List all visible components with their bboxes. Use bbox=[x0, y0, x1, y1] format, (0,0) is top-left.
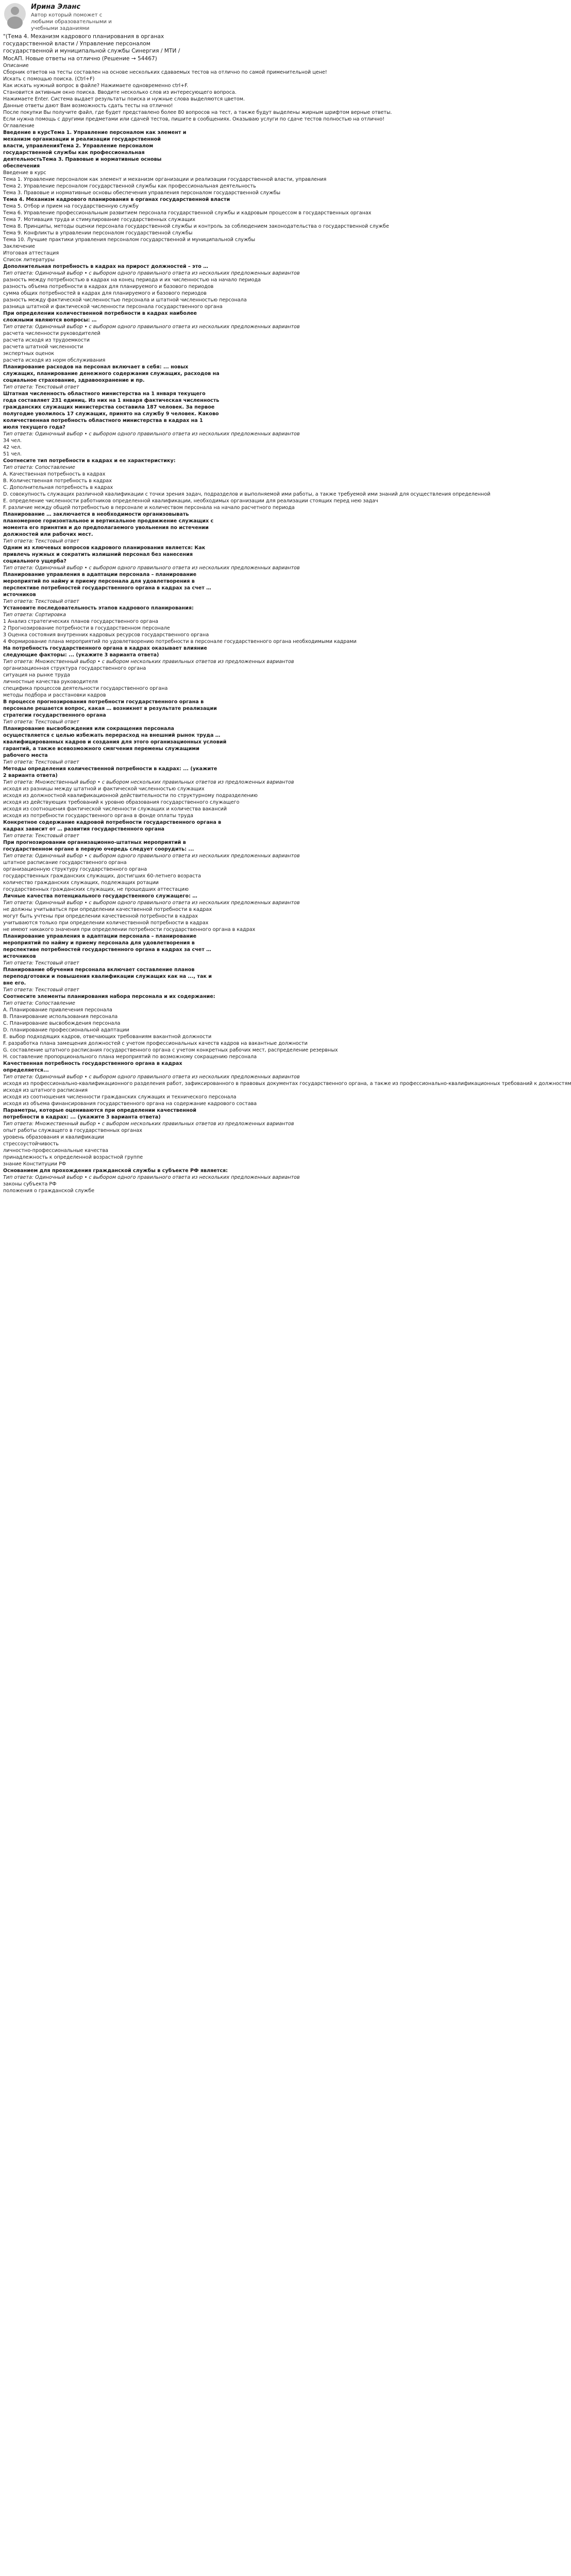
question-line: Параметры, которые оцениваются при определении качественной bbox=[3, 1107, 196, 1113]
text-line: законы субъекта РФ bbox=[3, 1181, 57, 1187]
document-title-line: государственной власти / Управление персоналом bbox=[3, 41, 150, 47]
document-title-line: МосАП. Новые ответы на отлично (Решение → 54467) bbox=[3, 55, 157, 62]
text-line: принадлежность к определенной возрастной группе bbox=[3, 1154, 143, 1160]
text-line: C. Планирование высвобождения персонала bbox=[3, 1020, 121, 1026]
question-line: Тема 4. Механизм кадрового планирования в органах государственной власти bbox=[3, 196, 230, 202]
text-line: Если нужна помощь с другими предметами или сдачей тестов, пишите в сообщениях. Оказываю услуги по сдаче тестов полностью на отлично! bbox=[3, 116, 384, 122]
author-description: Автор который поможет с любыми образовательными и учебными заданиями bbox=[31, 12, 112, 31]
answer-type-line: Тип ответа: Текстовый ответ bbox=[3, 833, 79, 839]
text-line: F. различие между общей потребностью в персонале и количеством персонала на начало расчетного периода bbox=[3, 504, 295, 511]
question-line: момента его принятия и до предполагаемого увольнения по истечении bbox=[3, 524, 209, 531]
text-line: Тема 10. Лучшие практики управления персоналом государственной и муниципальной службы bbox=[3, 236, 256, 243]
answer-type-line: Тип ответа: Одиночный выбор • с выбором одного правильного ответа из нескольких предложенных вариантов bbox=[3, 1074, 300, 1080]
question-line: квалифицированных кадров и создания для этого организационных условий bbox=[3, 739, 227, 745]
question-line: государственной службы как профессиональная bbox=[3, 149, 145, 156]
text-line: экспертных оценок bbox=[3, 350, 55, 357]
answer-type-line: Тип ответа: Одиночный выбор • с выбором одного правильного ответа из нескольких предложенных вариантов bbox=[3, 900, 300, 906]
question-line: перспективе потребностей государственного органа в кадрах за счет … bbox=[3, 585, 211, 591]
text-line: Тема 2. Управление персоналом государственной службы как профессиональная деятельность bbox=[3, 183, 256, 189]
question-line: Штатная численность областного министерства на 1 января текущего bbox=[3, 391, 206, 397]
answer-type-line: Тип ответа: Сортировка bbox=[3, 612, 66, 618]
text-line: исходя из объема финансирования государственного органа на содержание кадрового состава bbox=[3, 1100, 257, 1107]
author-card bbox=[2, 0, 433, 31]
question-line: деятельностьТема 3. Правовые и нормативные основы bbox=[3, 156, 162, 162]
question-line: переподготовки и повышения квалификации служащих как на ..., так и bbox=[3, 973, 212, 979]
question-line: привлечь нужных и сократить излишний персонал без нанесения bbox=[3, 551, 193, 557]
text-line: Становится активным окно поиска. Вводите несколько слов из интересующего вопроса. bbox=[3, 89, 237, 95]
text-line: исходя из потребности государственного органа в фонде оплаты труда bbox=[3, 812, 194, 819]
question-line: власти, управленияТема 2. Управление персоналом bbox=[3, 143, 154, 149]
document-title-line: "(Тема 4. Механизм кадрового планирования в органах bbox=[3, 33, 164, 40]
text-line: H. составление пропорционального плана мероприятий по возможному сокращению персонала bbox=[3, 1054, 257, 1060]
question-line: источников bbox=[3, 591, 36, 598]
question-line: государственном органе в первую очередь следует соорудить: ... bbox=[3, 846, 194, 852]
text-line: исходя из разницы между штатной и фактической численностью служащих bbox=[3, 786, 205, 792]
text-line: Данные ответы дают Вам возможность сдать тесты на отлично! bbox=[3, 103, 173, 109]
question-line: При прогнозировании организационно-штатных мероприятий в bbox=[3, 839, 186, 845]
text-line: Тема 9. Конфликты в управлении персоналом государственной службы bbox=[3, 230, 193, 236]
text-line: Тема 6. Управление профессиональным развитием персонала государственной службы и кадровым процессом в государственных органах bbox=[3, 210, 372, 216]
text-line: уровень образования и квалификации bbox=[3, 1134, 104, 1140]
text-line: E. определение численности работников определенной квалификации, необходимых организации для реализации стоящих перед нею задач bbox=[3, 498, 378, 504]
text-line: разность объема потребности в кадрах для планируемого и базового периодов bbox=[3, 283, 214, 290]
answer-type-line: Тип ответа: Текстовый ответ bbox=[3, 759, 79, 765]
question-line: мероприятий по найму и приему персонала для удовлетворения в bbox=[3, 940, 195, 946]
text-line: знание Конституции РФ bbox=[3, 1161, 66, 1167]
question-line: рабочего места bbox=[3, 752, 48, 758]
text-line: 1 Анализ стратегических планов государственного органа bbox=[3, 618, 159, 624]
text-line: исходя из профессионально-квалификационного разделения работ, зафиксированного в правовых документах государственного органа, а также из профессионально-квалификационных требований к должностям bbox=[3, 1080, 571, 1087]
text-line: специфика процессов деятельности государственного органа bbox=[3, 685, 168, 691]
question-line: вне его. bbox=[3, 980, 26, 986]
text-line: Тема 8. Принципы, методы оценки персонала государственной службы и контроль за соблюдением законодательства о государственной службе bbox=[3, 223, 389, 229]
text-line: личностные качества руководителя bbox=[3, 679, 98, 685]
question-line: персонале решается вопрос, какая … возникнет в результате реализации bbox=[3, 705, 217, 711]
text-line: исходя из соотношения фактической численности служащих и количества вакансий bbox=[3, 806, 227, 812]
question-line: должностей или рабочих мест. bbox=[3, 531, 93, 537]
question-line: социальное страхование, здравоохранение и пр. bbox=[3, 377, 145, 383]
document-content bbox=[2, 31, 571, 1194]
text-line: D. планирование профессиональной адаптации bbox=[3, 1027, 129, 1033]
question-line: Планирование управления в адаптации персонала – планирование bbox=[3, 933, 197, 939]
question-line: источников bbox=[3, 953, 36, 959]
answer-type-line: Тип ответа: Множественный выбор • с выбором нескольких правильных ответов из предложенных вариантов bbox=[3, 658, 294, 665]
text-line: B. Количественная потребность в кадрах bbox=[3, 478, 112, 484]
text-line: 34 чел. bbox=[3, 437, 22, 444]
answer-type-line: Тип ответа: Текстовый ответ bbox=[3, 719, 79, 725]
question-line: Дополнительная потребность в кадрах на прирост должностей – это … bbox=[3, 263, 208, 269]
question-line: В процессе прогнозирования потребности государственного органа в bbox=[3, 699, 204, 705]
text-line: Введение в курс bbox=[3, 170, 46, 176]
text-line: После покупки Вы получите файл, где будет представлено более 80 вопросов на тест, а также будут выделены жирным шрифтом верные ответы. bbox=[3, 109, 392, 115]
text-line: разница штатной и фактической численности персонала государственного органа bbox=[3, 303, 223, 310]
answer-type-line: Тип ответа: Сопоставление bbox=[3, 464, 75, 470]
text-line: исходя из штатного расписания bbox=[3, 1087, 88, 1093]
text-line: 4 Формирование плана мероприятий по удовлетворению потребности в персонале государственного органа необходимыми кадрами bbox=[3, 638, 357, 645]
question-line: года составляет 231 единиц. Из них на 1 января фактическая численность bbox=[3, 397, 220, 403]
text-line: D. совокупность служащих различной квалификации с точки зрения задач, подразделов и выполняемой ими работы, а также требуемой ими знаний для осуществления определенной bbox=[3, 491, 491, 497]
question-line: потребности в кадрах: ... (укажите 3 варианта ответа) bbox=[3, 1114, 161, 1120]
answer-type-line: Тип ответа: Одиночный выбор • с выбором одного правильного ответа из нескольких предложенных вариантов bbox=[3, 853, 300, 859]
question-line: следующие факторы: ... (укажите 3 варианта ответа) bbox=[3, 652, 159, 658]
answer-type-line: Тип ответа: Одиночный выбор • с выбором одного правильного ответа из нескольких предложенных вариантов bbox=[3, 324, 300, 330]
question-line: стратегии государственного органа bbox=[3, 712, 106, 718]
text-line: исходя из соотношения численности гражданских служащих и технического персонала bbox=[3, 1094, 237, 1100]
text-line: 51 чел. bbox=[3, 451, 22, 457]
text-line: государственных гражданских служащих, не прошедших аттестацию bbox=[3, 886, 189, 892]
question-line: гарантий, а также всевозможного смягчения перемены служащими bbox=[3, 745, 199, 752]
question-line: механизм организации и реализации государственной bbox=[3, 136, 161, 142]
text-line: Тема 7. Мотивация труда и стимулирование государственных служащих bbox=[3, 216, 196, 223]
answer-type-line: Тип ответа: Текстовый ответ bbox=[3, 598, 79, 604]
question-line: Основанием для прохождения гражданской службы в субъекте РФ является: bbox=[3, 1167, 228, 1174]
answer-type-line: Тип ответа: Текстовый ответ bbox=[3, 538, 79, 544]
text-line: личностно-профессиональные качества bbox=[3, 1147, 109, 1154]
question-line: Одним из ключевых вопросов кадрового планирования является: Как bbox=[3, 545, 206, 551]
question-line: осуществляется с целью избежать перерасход на внешний рынок труда … bbox=[3, 732, 221, 738]
text-line: Искать с помощью поиска. (Ctrl+F) bbox=[3, 76, 95, 82]
author-info bbox=[31, 3, 124, 32]
text-line: Тема 3. Правовые и нормативные основы обеспечения управления персоналом государственной службы bbox=[3, 190, 281, 196]
answer-type-line: Тип ответа: Одиночный выбор • с выбором одного правильного ответа из нескольких предложенных вариантов bbox=[3, 431, 300, 437]
text-line: штатное расписание государственного органа bbox=[3, 859, 127, 866]
text-line: G. составление штатного расписания государственного органа с учетом конкретных рабочих мест, распределение резервных bbox=[3, 1047, 338, 1053]
text-line: Описание bbox=[3, 62, 29, 69]
text-line: F. разработка плана замещения должностей с учетом профессиональных качеств кадров на вакантные должности bbox=[3, 1040, 308, 1046]
question-line: планомерное горизонтальное и вертикальное продвижение служащих с bbox=[3, 518, 214, 524]
text-line: E. выбор подходящих кадров, отвечающих требованиям вакантной должности bbox=[3, 1033, 212, 1040]
answer-type-line: Тип ответа: Одиночный выбор • с выбором одного правильного ответа из нескольких предложенных вариантов bbox=[3, 270, 300, 276]
text-line: количество гражданских служащих, подлежащих ротации bbox=[3, 879, 159, 886]
text-line: Как искать нужный вопрос в файле? Нажимаете одновременно ctrl+F. bbox=[3, 82, 189, 89]
text-line: ситуация на рынке труда bbox=[3, 672, 70, 678]
text-line: 2 Прогнозирование потребности в государственном персонале bbox=[3, 625, 170, 631]
answer-type-line: Тип ответа: Одиночный выбор • с выбором одного правильного ответа из нескольких предложенных вариантов bbox=[3, 565, 300, 571]
question-line: полугодие уволилось 17 служащих, принято на службу 9 человек. Каково bbox=[3, 411, 219, 417]
text-line: сумма общих потребностей в кадрах для планируемого и базового периодов bbox=[3, 290, 207, 296]
author-name: Ирина Эланс bbox=[31, 3, 81, 11]
text-line: B. Планирование использования персонала bbox=[3, 1013, 118, 1020]
text-line: Список литературы bbox=[3, 257, 55, 263]
text-line: A. Планирование привлечения персонала bbox=[3, 1007, 112, 1013]
question-line: Планирование расходов на персонал включает в себя: ... новых bbox=[3, 364, 189, 370]
text-line: не имеют никакого значения при определении потребности государственного органа в кадрах bbox=[3, 926, 256, 933]
text-line: опыт работы служащего в государственных органах bbox=[3, 1127, 142, 1133]
avatar bbox=[4, 3, 26, 25]
text-line: методы подбора и расстановки кадров bbox=[3, 692, 106, 698]
text-line: организационная структура государственного органа bbox=[3, 665, 146, 671]
answer-type-line: Тип ответа: Текстовый ответ bbox=[3, 960, 79, 966]
text-line: Итоговая аттестация bbox=[3, 250, 59, 256]
text-line: C. Дополнительная потребность в кадрах bbox=[3, 484, 113, 490]
question-line: кадрах зависит от … развития государственного органа bbox=[3, 826, 164, 832]
answer-type-line: Тип ответа: Множественный выбор • с выбором нескольких правильных ответов из предложенных вариантов bbox=[3, 779, 294, 785]
text-line: Нажимаете Enter. Система выдает результаты поиска и нужные слова выделяются цветом. bbox=[3, 96, 245, 102]
question-line: На потребность государственного органа в кадрах оказывает влияние bbox=[3, 645, 207, 651]
text-line: учитываются только при определении количественной потребности в кадрах bbox=[3, 920, 209, 926]
question-line: Планирование … заключается в необходимости организовывать bbox=[3, 511, 189, 517]
question-line: При определении количественной потребности в кадрах наиболее bbox=[3, 310, 197, 316]
text-line: не должны учитываться при определении качественной потребности в кадрах bbox=[3, 906, 212, 912]
text-line: государственных гражданских служащих, достигших 60-летнего возраста bbox=[3, 873, 201, 879]
question-line: Планирование управления в адаптации персонала – планирование bbox=[3, 571, 197, 578]
text-line: исходя из должностной квалификационной действительности по структурному подразделению bbox=[3, 792, 258, 799]
question-line: Качественная потребность государственного органа в кадрах bbox=[3, 1060, 182, 1066]
question-line: перспективе потребностей государственного органа в кадрах за счет … bbox=[3, 946, 211, 953]
text-line: стрессоустойчивость bbox=[3, 1141, 59, 1147]
text-line: A. Качественная потребность в кадрах bbox=[3, 471, 106, 477]
question-line: определяется... bbox=[3, 1067, 49, 1073]
question-line: Планирование высвобождения или сокращения персонала bbox=[3, 725, 174, 732]
text-line: Сборник ответов на тесты составлен на основе нескольких сдаваемых тестов на отлично по самой применительной цене! bbox=[3, 69, 327, 75]
question-line: Личные качества потенциального государственного служащего: … bbox=[3, 893, 197, 899]
document-title-line: государственной и муниципальной службы Синергия / МТИ / bbox=[3, 48, 180, 55]
question-line: мероприятий по найму и приему персонала для удовлетворения в bbox=[3, 578, 195, 584]
question-line: количественная потребность областного министерства в кадрах на 1 bbox=[3, 417, 203, 423]
text-line: Тема 5. Отбор и прием на государственную службу bbox=[3, 203, 139, 209]
question-line: Соотнесите тип потребности в кадрах и ее характеристику: bbox=[3, 457, 176, 464]
question-line: обеспечения bbox=[3, 163, 40, 169]
question-line: сложными являются вопросы: … bbox=[3, 317, 97, 323]
question-line: Соотнесите элементы планирования набора персонала и их содержание: bbox=[3, 993, 215, 999]
answer-type-line: Тип ответа: Множественный выбор • с выбором нескольких правильных ответов из предложенных вариантов bbox=[3, 1121, 294, 1127]
answer-type-line: Тип ответа: Одиночный выбор • с выбором одного правильного ответа из нескольких предложенных вариантов bbox=[3, 1174, 300, 1180]
text-line: исходя из действующих требований к уровню образования государственного служащего bbox=[3, 799, 240, 805]
question-line: 2 варианта ответа) bbox=[3, 772, 58, 778]
question-line: гражданских служащих министерства составила 187 человек. За первое bbox=[3, 404, 215, 410]
text-line: 42 чел. bbox=[3, 444, 22, 450]
question-line: июля текущего года? bbox=[3, 424, 65, 430]
text-line: могут быть учтены при определении качественной потребности в кадрах bbox=[3, 913, 198, 919]
question-line: Введение в курсТема 1. Управление персоналом как элемент и bbox=[3, 129, 187, 135]
text-line: организационную структуру государственного органа bbox=[3, 866, 147, 872]
answer-type-line: Тип ответа: Текстовый ответ bbox=[3, 987, 79, 993]
text-line: положения о гражданской службе bbox=[3, 1188, 95, 1194]
text-line: Заключение bbox=[3, 243, 36, 249]
question-line: Планирование обучения персонала включает составление планов bbox=[3, 967, 195, 973]
text-line: разность между потребностью в кадрах на конец периода и их численностью на начало периода bbox=[3, 277, 261, 283]
question-line: служащих, планирование денежного содержания служащих, расходов на bbox=[3, 370, 220, 377]
question-line: социального ущерба? bbox=[3, 558, 66, 564]
answer-type-line: Тип ответа: Сопоставление bbox=[3, 1000, 75, 1006]
text-line: 3 Оценка состояния внутренних кадровых ресурсов государственного органа bbox=[3, 632, 209, 638]
text-line: Тема 1. Управление персоналом как элемент и механизм организации и реализации государственной власти, управления bbox=[3, 176, 327, 182]
text-line: расчета исходя из норм обслуживания bbox=[3, 357, 106, 363]
question-line: Методы определения количественной потребности в кадрах: ... (укажите bbox=[3, 766, 217, 772]
text-line: расчета численности руководителей bbox=[3, 330, 100, 336]
question-line: Установите последовательность этапов кадрового планирования: bbox=[3, 605, 194, 611]
answer-type-line: Тип ответа: Текстовый ответ bbox=[3, 384, 79, 390]
text-line: Оглавление bbox=[3, 123, 35, 129]
text-line: разность между фактической численностью персонала и штатной численностью персонала bbox=[3, 297, 247, 303]
text-line: расчета штатной численности bbox=[3, 344, 83, 350]
text-line: расчета исходя из трудоемкости bbox=[3, 337, 90, 343]
question-line: Конкретное содержание кадровой потребности государственного органа в bbox=[3, 819, 222, 825]
